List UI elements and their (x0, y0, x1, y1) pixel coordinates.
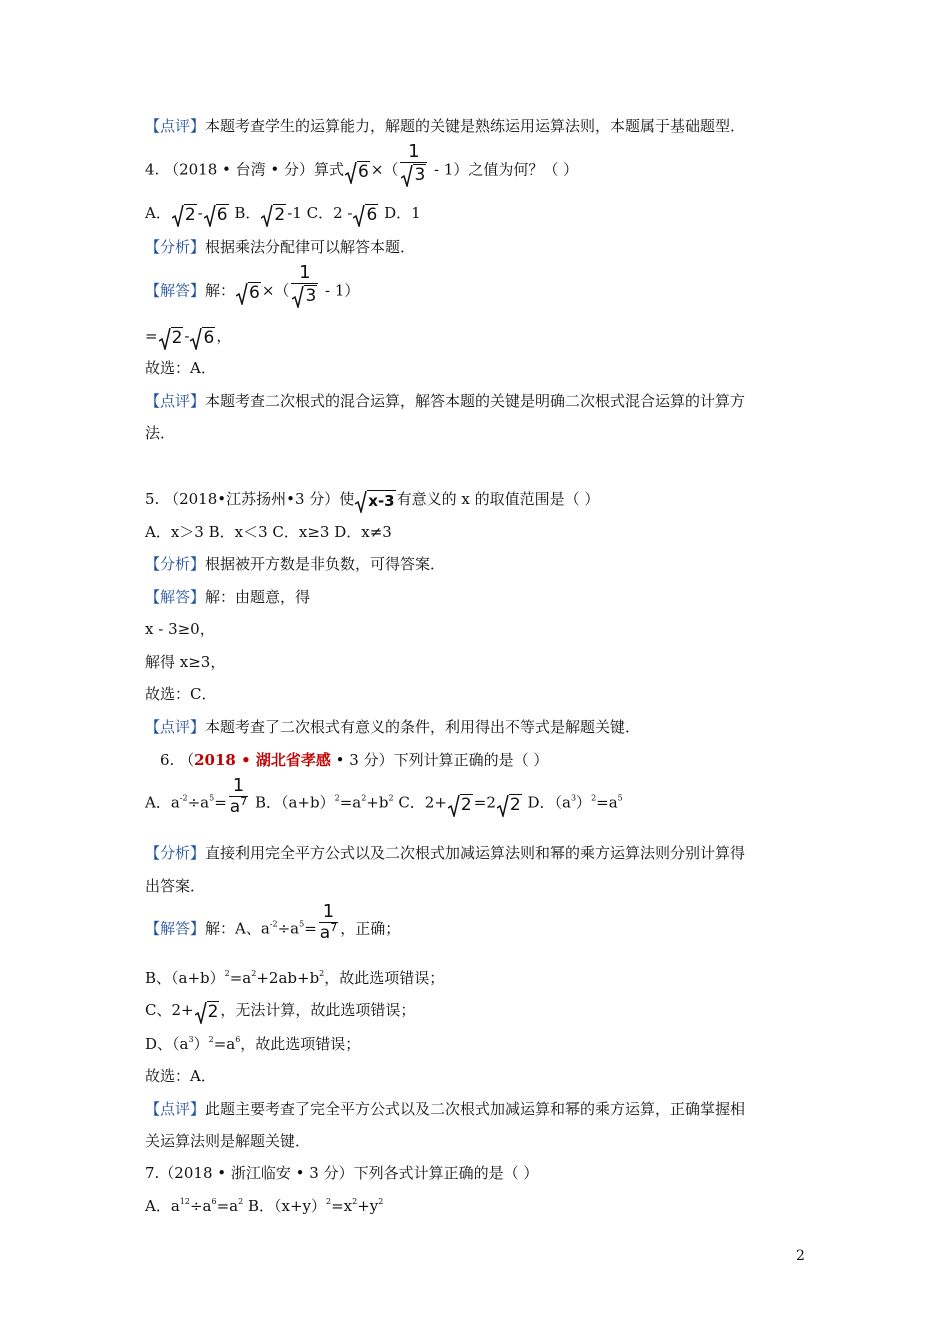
review-tag: 【点评】 (145, 1100, 206, 1118)
q6-solution-c: C、2+ 2 ，无法计算，故此选项错误； (145, 1001, 416, 1022)
q5-analysis: 【分析】根据被开方数是非负数，可得答案． (145, 555, 446, 573)
analysis-tag: 【分析】 (145, 238, 206, 256)
q6-solution-a: 【解答】解：A、$a^{-2}\div a^5=$ $\frac{1}{a^7}$ ，正确； (145, 901, 401, 943)
q6-analysis: 【分析】直接利用完全平方公式以及二次根式加减运算法则和幂的乘方运算法则分别计算得 (145, 844, 746, 862)
sqrt-6: 6 (204, 204, 229, 225)
q4-head: 4. （2018 • 台湾 • 分）算式 (145, 160, 345, 179)
q7-stem: 7.（2018 • 浙江临安 • 3 分）下列各式计算正确的是（ ） (145, 1164, 539, 1182)
q4-solution: 【解答】解： 6 ×（ $\frac{1}{3}$ - 1） (145, 262, 360, 306)
q5-answer: 故选：C． (145, 685, 217, 703)
sqrt-2: 2 (497, 794, 522, 815)
solution-tag: 【解答】 (145, 588, 206, 606)
fraction-1-over-sqrt3: $\frac{1}{3}$ (291, 263, 318, 306)
q6-analysis-cont: 出答案． (145, 877, 206, 895)
q5-stem: 5. （2018•江苏扬州•3 分）使 x-3 有意义的 x 的取值范围是（ ） (145, 490, 600, 510)
q6-review: 【点评】此题主要考查了完全平方公式以及二次根式加减运算和幂的乘方运算，正确掌握相 (145, 1100, 746, 1118)
sqrt-6: 6 (190, 327, 215, 348)
q4-options: A． 2 - 6 B． 2 -1 C．2 - 6 D．1 (145, 204, 421, 225)
q4-review-cont: 法． (145, 424, 176, 442)
sqrt-3: 3 (292, 285, 317, 306)
q5-solution-step2: 解得 x≥3， (145, 653, 226, 671)
option-b: B．（a+b） (250, 793, 335, 812)
sqrt-2: 2 (448, 794, 473, 815)
fraction-1-over-a7: $\frac{1}{a^7}$ (229, 775, 248, 817)
review-text: 本题考查学生的运算能力，解题的关键是熟练运用运算法则，本题属于基础题型． (205, 117, 746, 135)
analysis-tag: 【分析】 (145, 555, 206, 573)
sqrt-x-minus-3: x-3 (355, 490, 395, 511)
option-a: A．a (145, 1197, 180, 1215)
option-b: B． (229, 204, 261, 222)
analysis-tag: 【分析】 (145, 844, 206, 862)
q6-options: A．$a^{-2}\div a^5=$ $\frac{1}{a^7}$ B．$(a+b)^2=a^2+b^2$ C．2+ 2 =2 2 D．$(a^3)^2=a^5$ (145, 775, 623, 817)
q5-solution-step1: x - 3≥0， (145, 620, 215, 638)
sqrt-2: 2 (159, 327, 184, 348)
review-tag: 【点评】 (145, 392, 206, 410)
page-number: 2 (796, 1248, 805, 1264)
q5-options: A．x＞3 B．x＜3 C．x≥3 D．x≠3 (145, 523, 392, 541)
q6-answer: 故选：A． (145, 1067, 216, 1085)
q5-review: 【点评】本题考查了二次根式有意义的条件，利用得出不等式是解题关键． (145, 718, 641, 736)
q4-solution-result: = 2 - 6 ， (145, 327, 232, 348)
intro-review-line (145, 116, 745, 136)
q4-analysis: 【分析】根据乘法分配律可以解答本题． (145, 238, 416, 256)
solution-tag: 【解答】 (145, 281, 206, 300)
option-d: D．（a (522, 793, 571, 812)
sqrt-2: 2 (195, 1001, 220, 1022)
review-tag: 【点评】 (145, 718, 206, 736)
q6-source: 2018 • 湖北省孝感 (194, 751, 331, 769)
sqrt-2: 2 (172, 204, 197, 225)
sqrt-6: 6 (353, 204, 378, 225)
sqrt-3: 3 (401, 164, 426, 185)
q4-answer: 故选：A． (145, 359, 216, 377)
q6-solution-d: D、$(a^3)^2=a^6$，故此选项错误； (145, 1035, 361, 1053)
sqrt-6: 6 (345, 161, 370, 182)
sqrt-2: 2 (261, 204, 286, 225)
option-b: B．（x+y） (243, 1197, 326, 1215)
sqrt-6: 6 (236, 282, 261, 303)
option-a: A．a (145, 793, 180, 812)
option-d: D．1 (379, 204, 421, 222)
review-tag: 【点评】 (145, 117, 206, 135)
q4-stem: 4. （2018 • 台湾 • 分）算式 6 ×（ $\frac{1}{3}$ - 1）之值为何？（ ） (145, 141, 579, 185)
fraction-1-over-sqrt3: $\frac{1}{3}$ (400, 142, 427, 185)
q6-stem: 6. （2018 • 湖北省孝感 • 3 分）下列计算正确的是（ ） (160, 751, 549, 769)
option-c: C．2+ (393, 793, 447, 812)
q7-options: A．$a^{12}\div a^6=a^2$ B．$(x+y)^2=x^2+y^2$ (145, 1197, 384, 1215)
q4-review: 【点评】本题考查二次根式的混合运算，解答本题的关键是明确二次根式混合运算的计算方 (145, 392, 746, 410)
solution-tag: 【解答】 (145, 919, 206, 938)
option-a: A． (145, 204, 171, 222)
fraction-1-over-a7: $\frac{1}{a^7}$ (319, 901, 338, 943)
q6-solution-b: B、$(a+b)^2=a^2+2ab+b^2$，故此选项错误； (145, 969, 445, 987)
option-c: C．2 - (301, 204, 353, 222)
q5-solution: 【解答】解：由题意，得 (145, 588, 311, 606)
q6-review-cont: 关运算法则是解题关键． (145, 1132, 311, 1150)
